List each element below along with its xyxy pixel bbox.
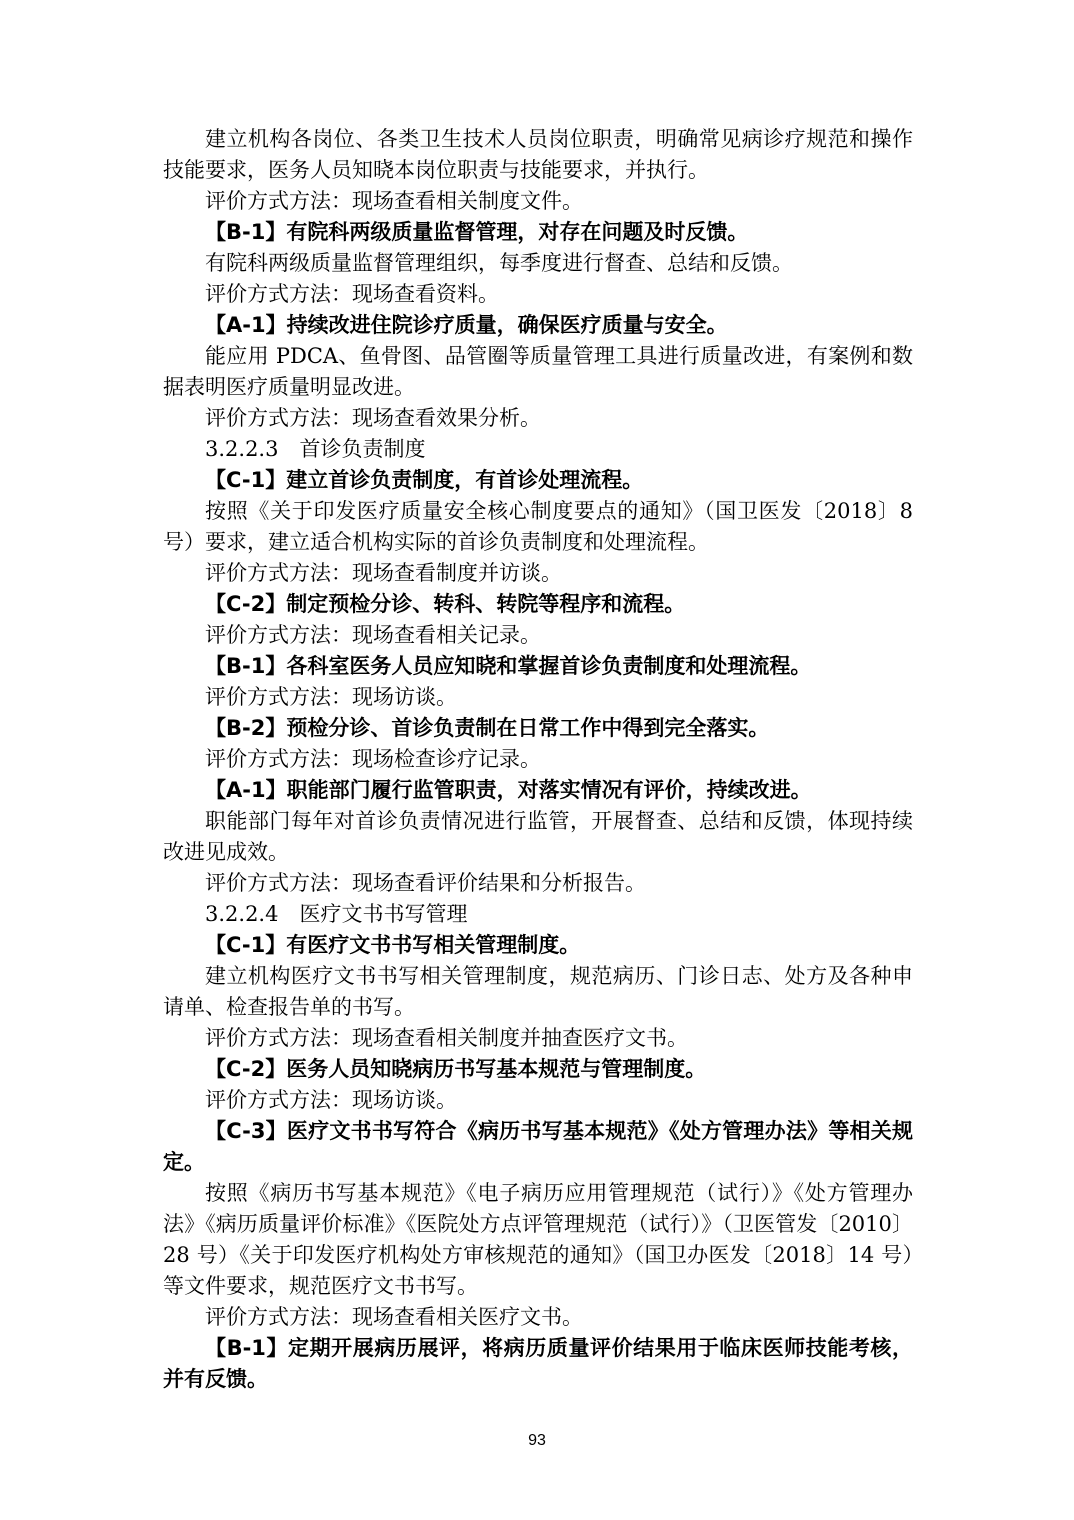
criterion-heading: 【C-1】有医疗文书书写相关管理制度。: [205, 933, 581, 957]
paragraph: 有院科两级质量监督管理组织，每季度进行督查、总结和反馈。: [205, 251, 793, 275]
document-body: [163, 124, 913, 1395]
criterion-heading: 【C-3】医疗文书书写符合《病历书写基本规范》《处方管理办法》等相关规定。: [163, 1119, 913, 1174]
paragraph: 按照《关于印发医疗质量安全核心制度要点的通知》（国卫医发〔2018〕8号）要求，建立适合机构实际的首诊负责制度和处理流程。: [163, 499, 913, 554]
evaluation-method: 评价方式方法：现场查看效果分析。: [205, 406, 541, 430]
criterion-heading: 【C-2】制定预检分诊、转科、转院等程序和流程。: [205, 592, 686, 616]
evaluation-method: 评价方式方法：现场查看相关记录。: [205, 623, 541, 647]
evaluation-method: 评价方式方法：现场检查诊疗记录。: [205, 747, 541, 771]
criterion-heading: 【B-1】定期开展病历展评，将病历质量评价结果用于临床医师技能考核，并有反馈。: [163, 1336, 913, 1391]
criterion-heading: 【C-2】医务人员知晓病历书写基本规范与管理制度。: [205, 1057, 707, 1081]
paragraph: 能应用 PDCA、鱼骨图、品管圈等质量管理工具进行质量改进，有案例和数据表明医疗质量明显改进。: [163, 344, 913, 399]
page-number: 93: [528, 1432, 546, 1449]
evaluation-method: 评价方式方法：现场访谈。: [205, 685, 457, 709]
criterion-heading: 【A-1】职能部门履行监管职责，对落实情况有评价，持续改进。: [205, 778, 812, 802]
evaluation-method: 评价方式方法：现场查看评价结果和分析报告。: [205, 871, 646, 895]
section-heading: 3.2.2.4 医疗文书书写管理: [205, 902, 468, 926]
paragraph: 职能部门每年对首诊负责情况进行监管，开展督查、总结和反馈，体现持续改进见成效。: [163, 809, 913, 864]
evaluation-method: 评价方式方法：现场查看资料。: [205, 282, 499, 306]
evaluation-method: 评价方式方法：现场查看相关医疗文书。: [205, 1305, 583, 1329]
evaluation-method: 评价方式方法：现场查看相关制度并抽查医疗文书。: [205, 1026, 688, 1050]
criterion-heading: 【A-1】持续改进住院诊疗质量，确保医疗质量与安全。: [205, 313, 728, 337]
evaluation-method: 评价方式方法：现场访谈。: [205, 1088, 457, 1112]
evaluation-method: 评价方式方法：现场查看相关制度文件。: [205, 189, 583, 213]
criterion-heading: 【B-1】各科室医务人员应知晓和掌握首诊负责制度和处理流程。: [205, 654, 812, 678]
criterion-heading: 【C-1】建立首诊负责制度，有首诊处理流程。: [205, 468, 644, 492]
section-heading: 3.2.2.3 首诊负责制度: [205, 437, 426, 461]
paragraph: 建立机构医疗文书书写相关管理制度，规范病历、门诊日志、处方及各种申请单、检查报告单的书写。: [163, 964, 913, 1019]
paragraph: 按照《病历书写基本规范》《电子病历应用管理规范（试行）》《处方管理办法》《病历质量评价标准》《医院处方点评管理规范（试行）》（卫医管发〔2010〕28 号）《关于印发医疗机构处方审核规范的通知》（国卫办医发〔2018〕14 号）等文件要求，规范医疗文书书写。: [163, 1181, 913, 1298]
criterion-heading: 【B-1】有院科两级质量监督管理，对存在问题及时反馈。: [205, 220, 749, 244]
criterion-heading: 【B-2】预检分诊、首诊负责制在日常工作中得到完全落实。: [205, 716, 770, 740]
evaluation-method: 评价方式方法：现场查看制度并访谈。: [205, 561, 562, 585]
paragraph: 建立机构各岗位、各类卫生技术人员岗位职责，明确常见病诊疗规范和操作技能要求，医务人员知晓本岗位职责与技能要求，并执行。: [163, 127, 913, 182]
